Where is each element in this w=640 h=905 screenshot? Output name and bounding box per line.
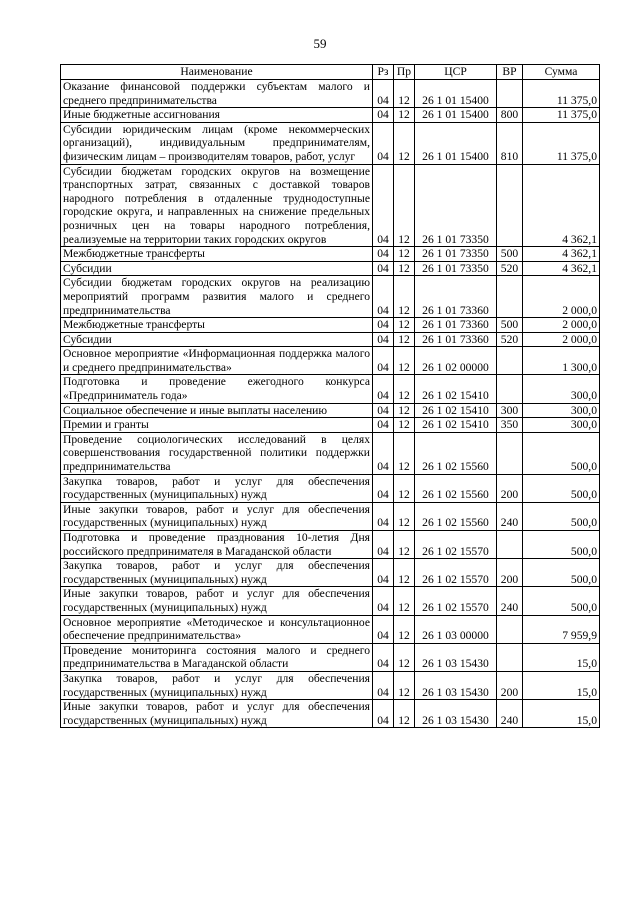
cell-name: Основное мероприятие «Информационная поддержка малого и среднего предпринимательства» (61, 347, 373, 375)
cell-name: Субсидии (61, 261, 373, 276)
cell-pr: 12 (394, 247, 415, 262)
cell-rz: 04 (373, 643, 394, 671)
cell-pr: 12 (394, 108, 415, 123)
table-row (61, 587, 600, 615)
cell-sum: 7 959,9 (523, 615, 600, 643)
cell-pr: 12 (394, 80, 415, 108)
cell-pr: 12 (394, 122, 415, 164)
cell-pr: 12 (394, 587, 415, 615)
cell-sum: 500,0 (523, 432, 600, 474)
cell-pr: 12 (394, 474, 415, 502)
table-row (61, 700, 600, 728)
cell-name: Субсидии бюджетам городских округов на реализацию мероприятий программ развития малого и среднего предпринимательства (61, 276, 373, 318)
table-row (61, 474, 600, 502)
cell-sum: 300,0 (523, 418, 600, 433)
cell-sum: 500,0 (523, 502, 600, 530)
header-row (61, 65, 600, 80)
cell-name: Проведение мониторинга состояния малого и среднего предпринимательства в Магаданской области (61, 643, 373, 671)
budget-table (60, 64, 600, 728)
cell-vr: 240 (497, 587, 523, 615)
cell-csr: 26 1 01 15400 (415, 80, 497, 108)
cell-vr (497, 375, 523, 403)
cell-pr: 12 (394, 347, 415, 375)
cell-rz: 04 (373, 80, 394, 108)
cell-csr: 26 1 02 00000 (415, 347, 497, 375)
cell-sum: 11 375,0 (523, 80, 600, 108)
table-row (61, 375, 600, 403)
cell-pr: 12 (394, 531, 415, 559)
table-row (61, 80, 600, 108)
table-row (61, 276, 600, 318)
table-row (61, 108, 600, 123)
cell-vr: 800 (497, 108, 523, 123)
cell-csr: 26 1 01 73360 (415, 276, 497, 318)
cell-sum: 500,0 (523, 587, 600, 615)
cell-rz: 04 (373, 276, 394, 318)
cell-rz: 04 (373, 615, 394, 643)
cell-vr: 300 (497, 403, 523, 418)
cell-rz: 04 (373, 418, 394, 433)
table-row (61, 403, 600, 418)
cell-name: Субсидии юридическим лицам (кроме некоммерческих организаций), индивидуальным предпринимателям, физическим лицам – производителям товаров, работ, услуг (61, 122, 373, 164)
cell-vr: 520 (497, 261, 523, 276)
cell-name: Проведение социологических исследований в целях совершенствования государственной политики поддержки предпринимательства (61, 432, 373, 474)
cell-pr: 12 (394, 615, 415, 643)
cell-rz: 04 (373, 375, 394, 403)
table-header (61, 65, 600, 80)
cell-vr (497, 80, 523, 108)
cell-vr: 500 (497, 318, 523, 333)
cell-rz: 04 (373, 247, 394, 262)
table-row (61, 615, 600, 643)
cell-sum: 15,0 (523, 643, 600, 671)
cell-vr: 200 (497, 559, 523, 587)
cell-sum: 300,0 (523, 403, 600, 418)
cell-pr: 12 (394, 643, 415, 671)
cell-pr: 12 (394, 403, 415, 418)
cell-csr: 26 1 02 15570 (415, 531, 497, 559)
cell-name: Подготовка и проведение празднования 10-летия Дня российского предпринимателя в Магаданской области (61, 531, 373, 559)
cell-name: Межбюджетные трансферты (61, 318, 373, 333)
cell-vr: 240 (497, 700, 523, 728)
cell-rz: 04 (373, 700, 394, 728)
table-row (61, 559, 600, 587)
cell-name: Иные закупки товаров, работ и услуг для обеспечения государственных (муниципальных) нужд (61, 502, 373, 530)
table-row (61, 332, 600, 347)
cell-sum: 15,0 (523, 700, 600, 728)
cell-sum: 11 375,0 (523, 122, 600, 164)
cell-vr: 200 (497, 671, 523, 699)
cell-csr: 26 1 02 15570 (415, 587, 497, 615)
header-sum: Сумма (523, 65, 600, 80)
cell-rz: 04 (373, 432, 394, 474)
cell-vr: 520 (497, 332, 523, 347)
table-row (61, 418, 600, 433)
cell-pr: 12 (394, 502, 415, 530)
cell-csr: 26 1 01 73350 (415, 261, 497, 276)
cell-name: Межбюджетные трансферты (61, 247, 373, 262)
cell-csr: 26 1 02 15560 (415, 502, 497, 530)
cell-csr: 26 1 01 73350 (415, 164, 497, 247)
cell-pr: 12 (394, 332, 415, 347)
cell-pr: 12 (394, 671, 415, 699)
cell-name: Закупка товаров, работ и услуг для обеспечения государственных (муниципальных) нужд (61, 671, 373, 699)
cell-sum: 500,0 (523, 474, 600, 502)
cell-vr (497, 347, 523, 375)
table-row (61, 531, 600, 559)
cell-vr: 500 (497, 247, 523, 262)
cell-rz: 04 (373, 164, 394, 247)
header-pr: Пр (394, 65, 415, 80)
cell-pr: 12 (394, 164, 415, 247)
cell-csr: 26 1 02 15560 (415, 432, 497, 474)
cell-vr: 810 (497, 122, 523, 164)
table-row (61, 643, 600, 671)
cell-pr: 12 (394, 418, 415, 433)
table-row (61, 247, 600, 262)
cell-pr: 12 (394, 700, 415, 728)
cell-name: Оказание финансовой поддержки субъектам малого и среднего предпринимательства (61, 80, 373, 108)
cell-pr: 12 (394, 375, 415, 403)
cell-name: Подготовка и проведение ежегодного конкурса «Предприниматель года» (61, 375, 373, 403)
cell-sum: 2 000,0 (523, 332, 600, 347)
cell-csr: 26 1 01 73360 (415, 332, 497, 347)
cell-sum: 2 000,0 (523, 276, 600, 318)
cell-sum: 300,0 (523, 375, 600, 403)
cell-csr: 26 1 02 15410 (415, 375, 497, 403)
cell-csr: 26 1 03 00000 (415, 615, 497, 643)
cell-rz: 04 (373, 531, 394, 559)
cell-vr (497, 615, 523, 643)
cell-rz: 04 (373, 671, 394, 699)
cell-rz: 04 (373, 502, 394, 530)
cell-csr: 26 1 02 15570 (415, 559, 497, 587)
cell-rz: 04 (373, 122, 394, 164)
cell-rz: 04 (373, 108, 394, 123)
cell-pr: 12 (394, 261, 415, 276)
table-row (61, 502, 600, 530)
cell-csr: 26 1 02 15410 (415, 403, 497, 418)
cell-vr (497, 643, 523, 671)
table-row (61, 318, 600, 333)
cell-pr: 12 (394, 318, 415, 333)
header-rz: Рз (373, 65, 394, 80)
cell-csr: 26 1 01 15400 (415, 122, 497, 164)
cell-rz: 04 (373, 318, 394, 333)
table-row (61, 432, 600, 474)
cell-sum: 4 362,1 (523, 164, 600, 247)
cell-csr: 26 1 01 73360 (415, 318, 497, 333)
header-name: Наименование (61, 65, 373, 80)
cell-rz: 04 (373, 587, 394, 615)
cell-csr: 26 1 02 15410 (415, 418, 497, 433)
cell-sum: 15,0 (523, 671, 600, 699)
table-body (61, 80, 600, 728)
cell-csr: 26 1 02 15560 (415, 474, 497, 502)
cell-sum: 500,0 (523, 531, 600, 559)
cell-vr (497, 432, 523, 474)
cell-rz: 04 (373, 559, 394, 587)
cell-sum: 4 362,1 (523, 247, 600, 262)
table-row (61, 122, 600, 164)
cell-rz: 04 (373, 261, 394, 276)
cell-name: Премии и гранты (61, 418, 373, 433)
cell-rz: 04 (373, 332, 394, 347)
cell-csr: 26 1 01 73350 (415, 247, 497, 262)
cell-sum: 4 362,1 (523, 261, 600, 276)
cell-name: Закупка товаров, работ и услуг для обеспечения государственных (муниципальных) нужд (61, 474, 373, 502)
cell-vr: 240 (497, 502, 523, 530)
cell-sum: 11 375,0 (523, 108, 600, 123)
cell-name: Социальное обеспечение и иные выплаты населению (61, 403, 373, 418)
table-row (61, 164, 600, 247)
cell-name: Основное мероприятие «Методическое и консультационное обеспечение предпринимательства» (61, 615, 373, 643)
cell-name: Иные закупки товаров, работ и услуг для обеспечения государственных (муниципальных) нужд (61, 700, 373, 728)
cell-sum: 500,0 (523, 559, 600, 587)
cell-csr: 26 1 01 15400 (415, 108, 497, 123)
cell-name: Иные бюджетные ассигнования (61, 108, 373, 123)
cell-rz: 04 (373, 347, 394, 375)
cell-vr (497, 276, 523, 318)
cell-vr (497, 531, 523, 559)
cell-name: Иные закупки товаров, работ и услуг для обеспечения государственных (муниципальных) нужд (61, 587, 373, 615)
cell-name: Субсидии (61, 332, 373, 347)
page-number: 59 (313, 36, 327, 51)
cell-vr: 350 (497, 418, 523, 433)
cell-csr: 26 1 03 15430 (415, 700, 497, 728)
cell-name: Закупка товаров, работ и услуг для обеспечения государственных (муниципальных) нужд (61, 559, 373, 587)
cell-vr (497, 164, 523, 247)
cell-name: Субсидии бюджетам городских округов на возмещение транспортных затрат, связанных с доставкой товаров народного потребления в отдаленные труднодоступные городские округа, и направленных на снижение предельных розничных цен на товары народного потребления, реализуемые на территории таких городских округов (61, 164, 373, 247)
table-row (61, 347, 600, 375)
cell-csr: 26 1 03 15430 (415, 671, 497, 699)
cell-csr: 26 1 03 15430 (415, 643, 497, 671)
table-row (61, 671, 600, 699)
cell-sum: 2 000,0 (523, 318, 600, 333)
cell-sum: 1 300,0 (523, 347, 600, 375)
cell-vr: 200 (497, 474, 523, 502)
cell-rz: 04 (373, 474, 394, 502)
cell-pr: 12 (394, 432, 415, 474)
header-csr: ЦСР (415, 65, 497, 80)
cell-pr: 12 (394, 559, 415, 587)
cell-rz: 04 (373, 403, 394, 418)
header-vr: ВР (497, 65, 523, 80)
cell-pr: 12 (394, 276, 415, 318)
table-row (61, 261, 600, 276)
